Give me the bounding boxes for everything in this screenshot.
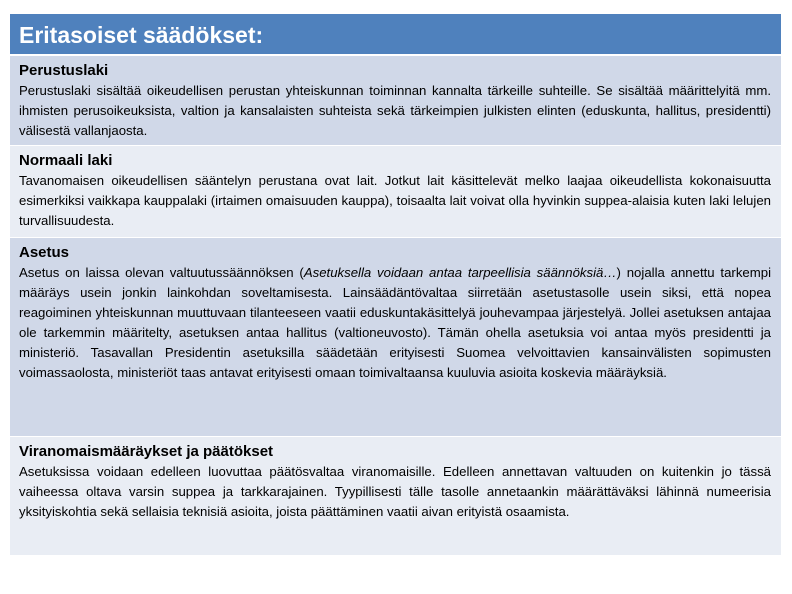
table-row-asetus <box>10 238 781 437</box>
row-title: Normaali laki <box>19 152 113 169</box>
slide-title: Eritasoiset säädökset: <box>10 14 781 56</box>
row-body-quote: Asetuksella voidaan antaa tarpeellisia säännöksiä… <box>303 265 617 280</box>
table-row-normaali-laki <box>10 146 781 238</box>
row-body-text: Asetus on laissa olevan valtuutussäännöksen ( <box>19 265 304 280</box>
row-body <box>19 263 771 383</box>
row-title: Viranomaismääräykset ja päätökset <box>19 443 274 460</box>
table-row-viranomaismaaraykset <box>10 437 781 556</box>
row-title: Asetus <box>19 244 70 261</box>
table-row-perustuslaki <box>10 56 781 146</box>
row-title: Perustuslaki <box>19 62 109 79</box>
row-body: Perustuslaki sisältää oikeudellisen perustan yhteiskunnan toiminnan kannalta tärkeille suhteille. Se sisältää määrittelyitä mm. ihmisten perusoikeuksista, valtion ja kansalaisten suhteista sekä tärkeimpien julkisten elinten (eduskunta, hallitus, presidentti) välisestä vallanjaosta. <box>19 83 771 138</box>
row-body-text: ) nojalla annettu tarkempi määräys usein jonkin lainkohdan soveltamisesta. Lainsäädäntövaltaa siirretään asetustasolle usein siksi, että nopea reagoiminen yhteiskunnan muuttuvaan tilanteeseen vaatii eduskuntakäsittelyä jouhevampaa järjestelyä. Jollei asetuksen antajaa ole tarkemmin määritelty, asetuksen antaa hallitus (valtioneuvosto). Tämän ohella asetuksia voi antaa myös presidentti ja ministeriö. Tasavallan Presidentin asetuksilla säädetään erityisesti Suomea velvoittavien kansainvälisten sopimusten voimassaolosta, ministeriöt taas antavat erityisesti omaan toimivaltaansa kuuluvia asioita koskevia määräyksiä. <box>19 265 771 380</box>
legislation-table <box>10 14 781 556</box>
row-body: Tavanomaisen oikeudellisen sääntelyn perustana ovat lait. Jotkut lait käsittelevät melko laajaa oikeudellista kokonaisuutta esimerkiksi vaikkapa kauppalaki (irtaimen omaisuuden kauppa), toisaalta lait voivat olla hyvinkin suppea-alaisia kuten laki lelujen turvallisuudesta. <box>19 173 771 228</box>
row-body: Asetuksissa voidaan edelleen luovuttaa päätösvaltaa viranomaisille. Edelleen annettavan valtuuden on kuitenkin jo tässä vaiheessa oltava varsin suppea ja tarkkarajainen. Tyypillisesti tälle tasolle annetaankin määrättäväksi lähinnä numeerisia yksityiskohtia sekä sellaisia teknisiä asioita, joista päättäminen vaatii aivan erityistä osaamista. <box>19 464 771 519</box>
